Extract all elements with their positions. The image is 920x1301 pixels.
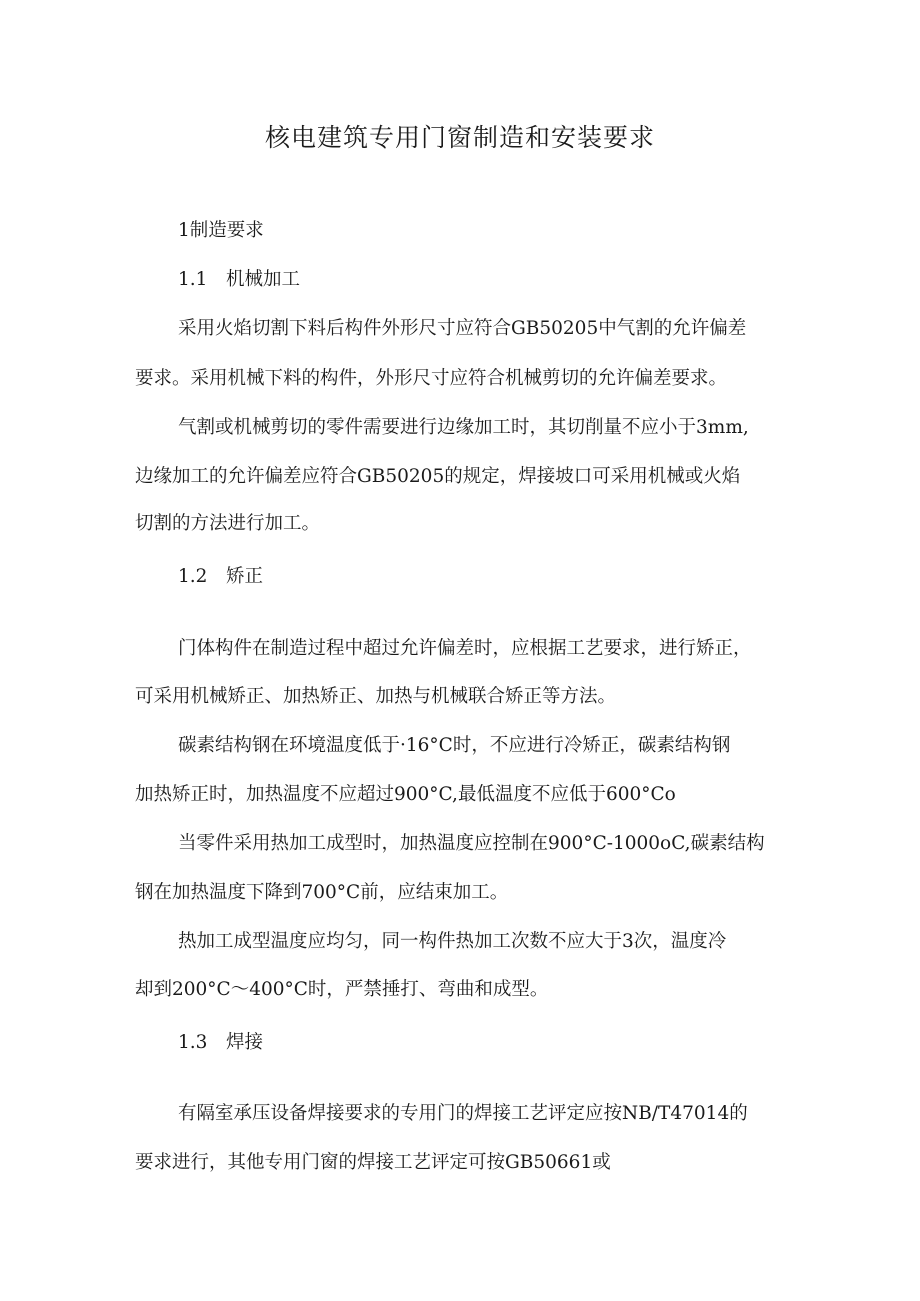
section-heading-1-2 (178, 564, 263, 590)
section-heading-1-1 (178, 267, 300, 293)
paragraph-line: 门体构件在制造过程中超过允许偏差时，应根据工艺要求，进行矫正， (178, 638, 752, 659)
paragraph-line: 热加工成型温度应均匀，同一构件热加工次数不应大于3次，温度冷 (178, 931, 727, 952)
paragraph-line: 切割的方法进行加工。 (135, 513, 321, 534)
paragraph-line: 气割或机械剪切的零件需要进行边缘加工时，其切削量不应小于3mm, (178, 417, 749, 438)
section-number: 1.2 (178, 566, 208, 587)
document-title: 核电建筑专用门窗制造和安装要求 (264, 123, 655, 152)
section-label: 矫正 (226, 566, 264, 587)
section-number: 1.1 (178, 269, 208, 290)
section-label: 焊接 (226, 1032, 264, 1053)
paragraph-line: 却到200°C～400°C时，严禁捶打、弯曲和成型。 (135, 979, 549, 1000)
paragraph-line: 采用火焰切割下料后构件外形尺寸应符合GB50205中气割的允许偏差 (178, 318, 747, 339)
paragraph-line: 钢在加热温度下降到700°C前，应结束加工。 (135, 882, 509, 903)
section-label: 机械加工 (226, 269, 301, 290)
paragraph-line: 要求。采用机械下料的构件，外形尺寸应符合机械剪切的允许偏差要求。 (135, 368, 728, 389)
paragraph-line: 要求进行，其他专用门窗的焊接工艺评定可按GB50661或 (135, 1152, 611, 1173)
paragraph-line: 加热矫正时，加热温度不应超过900°C,最低温度不应低于600°Co (135, 784, 676, 805)
section-heading-1-3 (178, 1030, 263, 1056)
section-number: 1.3 (178, 1032, 208, 1053)
paragraph-line: 碳素结构钢在环境温度低于·16°C时，不应进行冷矫正，碳素结构钢 (178, 735, 731, 756)
section-heading-1: 1制造要求 (178, 220, 264, 241)
paragraph-line: 有隔室承压设备焊接要求的专用门的焊接工艺评定应按NB/T47014的 (178, 1103, 748, 1124)
paragraph-line: 可采用机械矫正、加热矫正、加热与机械联合矫正等方法。 (135, 686, 617, 707)
paragraph-line: 边缘加工的允许偏差应符合GB50205的规定，焊接坡口可采用机械或火焰 (135, 466, 741, 487)
paragraph-line: 当零件采用热加工成型时，加热温度应控制在900°C-1000oC,碳素结构 (178, 833, 765, 854)
